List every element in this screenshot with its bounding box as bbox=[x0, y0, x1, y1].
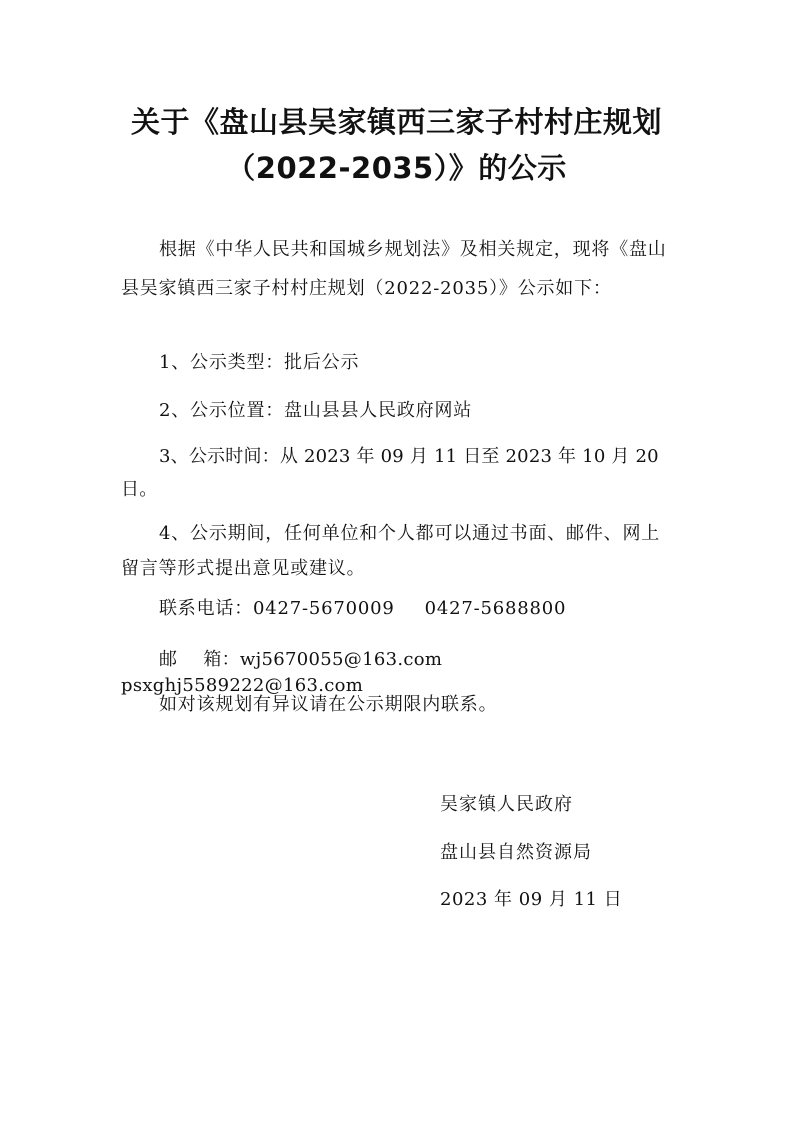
email-label-char-2: 箱： bbox=[203, 649, 240, 670]
signature-org-2: 盘山县自然资源局 bbox=[440, 842, 592, 863]
item-publicity-location: 2、公示位置：盘山县县人民政府网站 bbox=[159, 400, 473, 421]
signature-date: 2023 年 09 月 11 日 bbox=[440, 889, 623, 910]
intro-paragraph: 根据《中华人民共和国城乡规划法》及相关规定，现将《盘山县吴家镇西三家子村村庄规划（2022-2035）》公示如下： bbox=[121, 239, 667, 299]
title-line-2: （2022-2035）》的公示 bbox=[226, 151, 567, 185]
email-address-1: wj5670055@163.com bbox=[239, 649, 443, 670]
phone-number-1: 0427-5670009 bbox=[253, 598, 395, 619]
item-publicity-time: 3、公示时间：从 2023 年 09 月 11 日至 2023 年 10 月 20 日。 bbox=[121, 446, 659, 500]
signature-org-1: 吴家镇人民政府 bbox=[440, 794, 573, 815]
phone-number-2: 0427-5688800 bbox=[424, 598, 567, 619]
email-label-char-1: 邮 bbox=[159, 649, 178, 670]
objection-note: 如对该规划有异议请在公示期限内联系。 bbox=[159, 694, 498, 715]
item-publicity-period: 4、公示期间，任何单位和个人都可以通过书面、邮件、网上留言等形式提出意见或建议。 bbox=[121, 523, 661, 579]
phone-label: 联系电话： bbox=[159, 598, 253, 619]
title-line-1: 关于《盘山县吴家镇西三家子村村庄规划 bbox=[130, 105, 662, 139]
email-address-2: psxghj5589222@163.com bbox=[121, 675, 364, 696]
contact-phone-line bbox=[121, 596, 677, 622]
item-publicity-type: 1、公示类型：批后公示 bbox=[159, 352, 360, 373]
